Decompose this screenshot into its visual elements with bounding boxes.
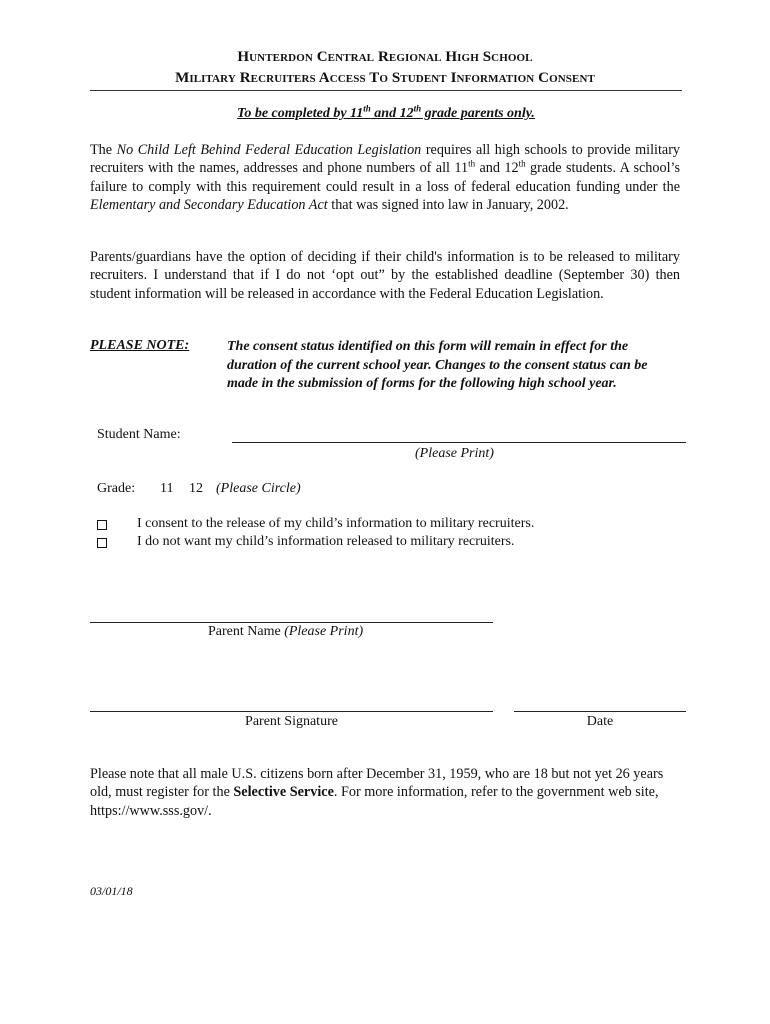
consent-checkbox[interactable] [97, 520, 107, 530]
legislation-paragraph: The No Child Left Behind Federal Education Legislation requires all high schools to provide military recruiters with the names, addresses and phone numbers of all 11th and 12th grade students. A school’s failure to comply with this requirement could result in a loss of federal education funding under the Elementary and Secondary Education Act that was signed into law in January, 2002. [90, 142, 681, 213]
student-name-field[interactable] [232, 442, 686, 443]
please-note-label: PLEASE NOTE: [90, 338, 190, 353]
parent-signature-label: Parent Signature [245, 714, 338, 729]
student-name-label: Student Name: [97, 427, 181, 442]
date-field[interactable] [514, 711, 686, 712]
grade-option-11[interactable]: 11 [160, 481, 174, 496]
decline-checkbox[interactable] [97, 538, 107, 548]
grade-hint: (Please Circle) [216, 481, 301, 496]
selective-service-note: Please note that all male U.S. citizens born after December 31, 1959, who are 18 but not yet 26 years old, must register for the Selective Service. For more information, refer to the government web site, https://www.sss.gov/. [90, 766, 664, 819]
decline-option-label: I do not want my child’s information released to military recruiters. [137, 534, 515, 549]
opt-out-paragraph: Parents/guardians have the option of deciding if their child's information is to be released to military recruiters. I understand that if I do not ‘opt out” by the established deadline (September 30) then student information will be released in accordance with the Federal Education Legislation. [90, 249, 680, 302]
form-title: Military Recruiters Access To Student Information Consent [175, 70, 595, 86]
please-note-text: The consent status identified on this form will remain in effect for the duration of the current school year. Changes to the consent status can be made in the submission of forms for the following high school year. [227, 339, 648, 391]
form-instruction: To be completed by 11th and 12th grade parents only. [237, 103, 535, 121]
parent-name-caption: Parent Name (Please Print) [208, 624, 364, 639]
date-label: Date [586, 714, 614, 729]
grade-label: Grade: [97, 481, 136, 496]
parent-signature-field[interactable] [90, 711, 493, 712]
grade-option-12[interactable]: 12 [189, 481, 203, 496]
form-school-title: Hunterdon Central Regional High School [237, 49, 533, 65]
revision-date: 03/01/18 [90, 884, 133, 898]
header-rule [90, 90, 682, 91]
student-name-hint: (Please Print) [415, 446, 494, 461]
parent-name-field[interactable] [90, 622, 493, 623]
consent-option-label: I consent to the release of my child’s information to military recruiters. [137, 516, 535, 531]
